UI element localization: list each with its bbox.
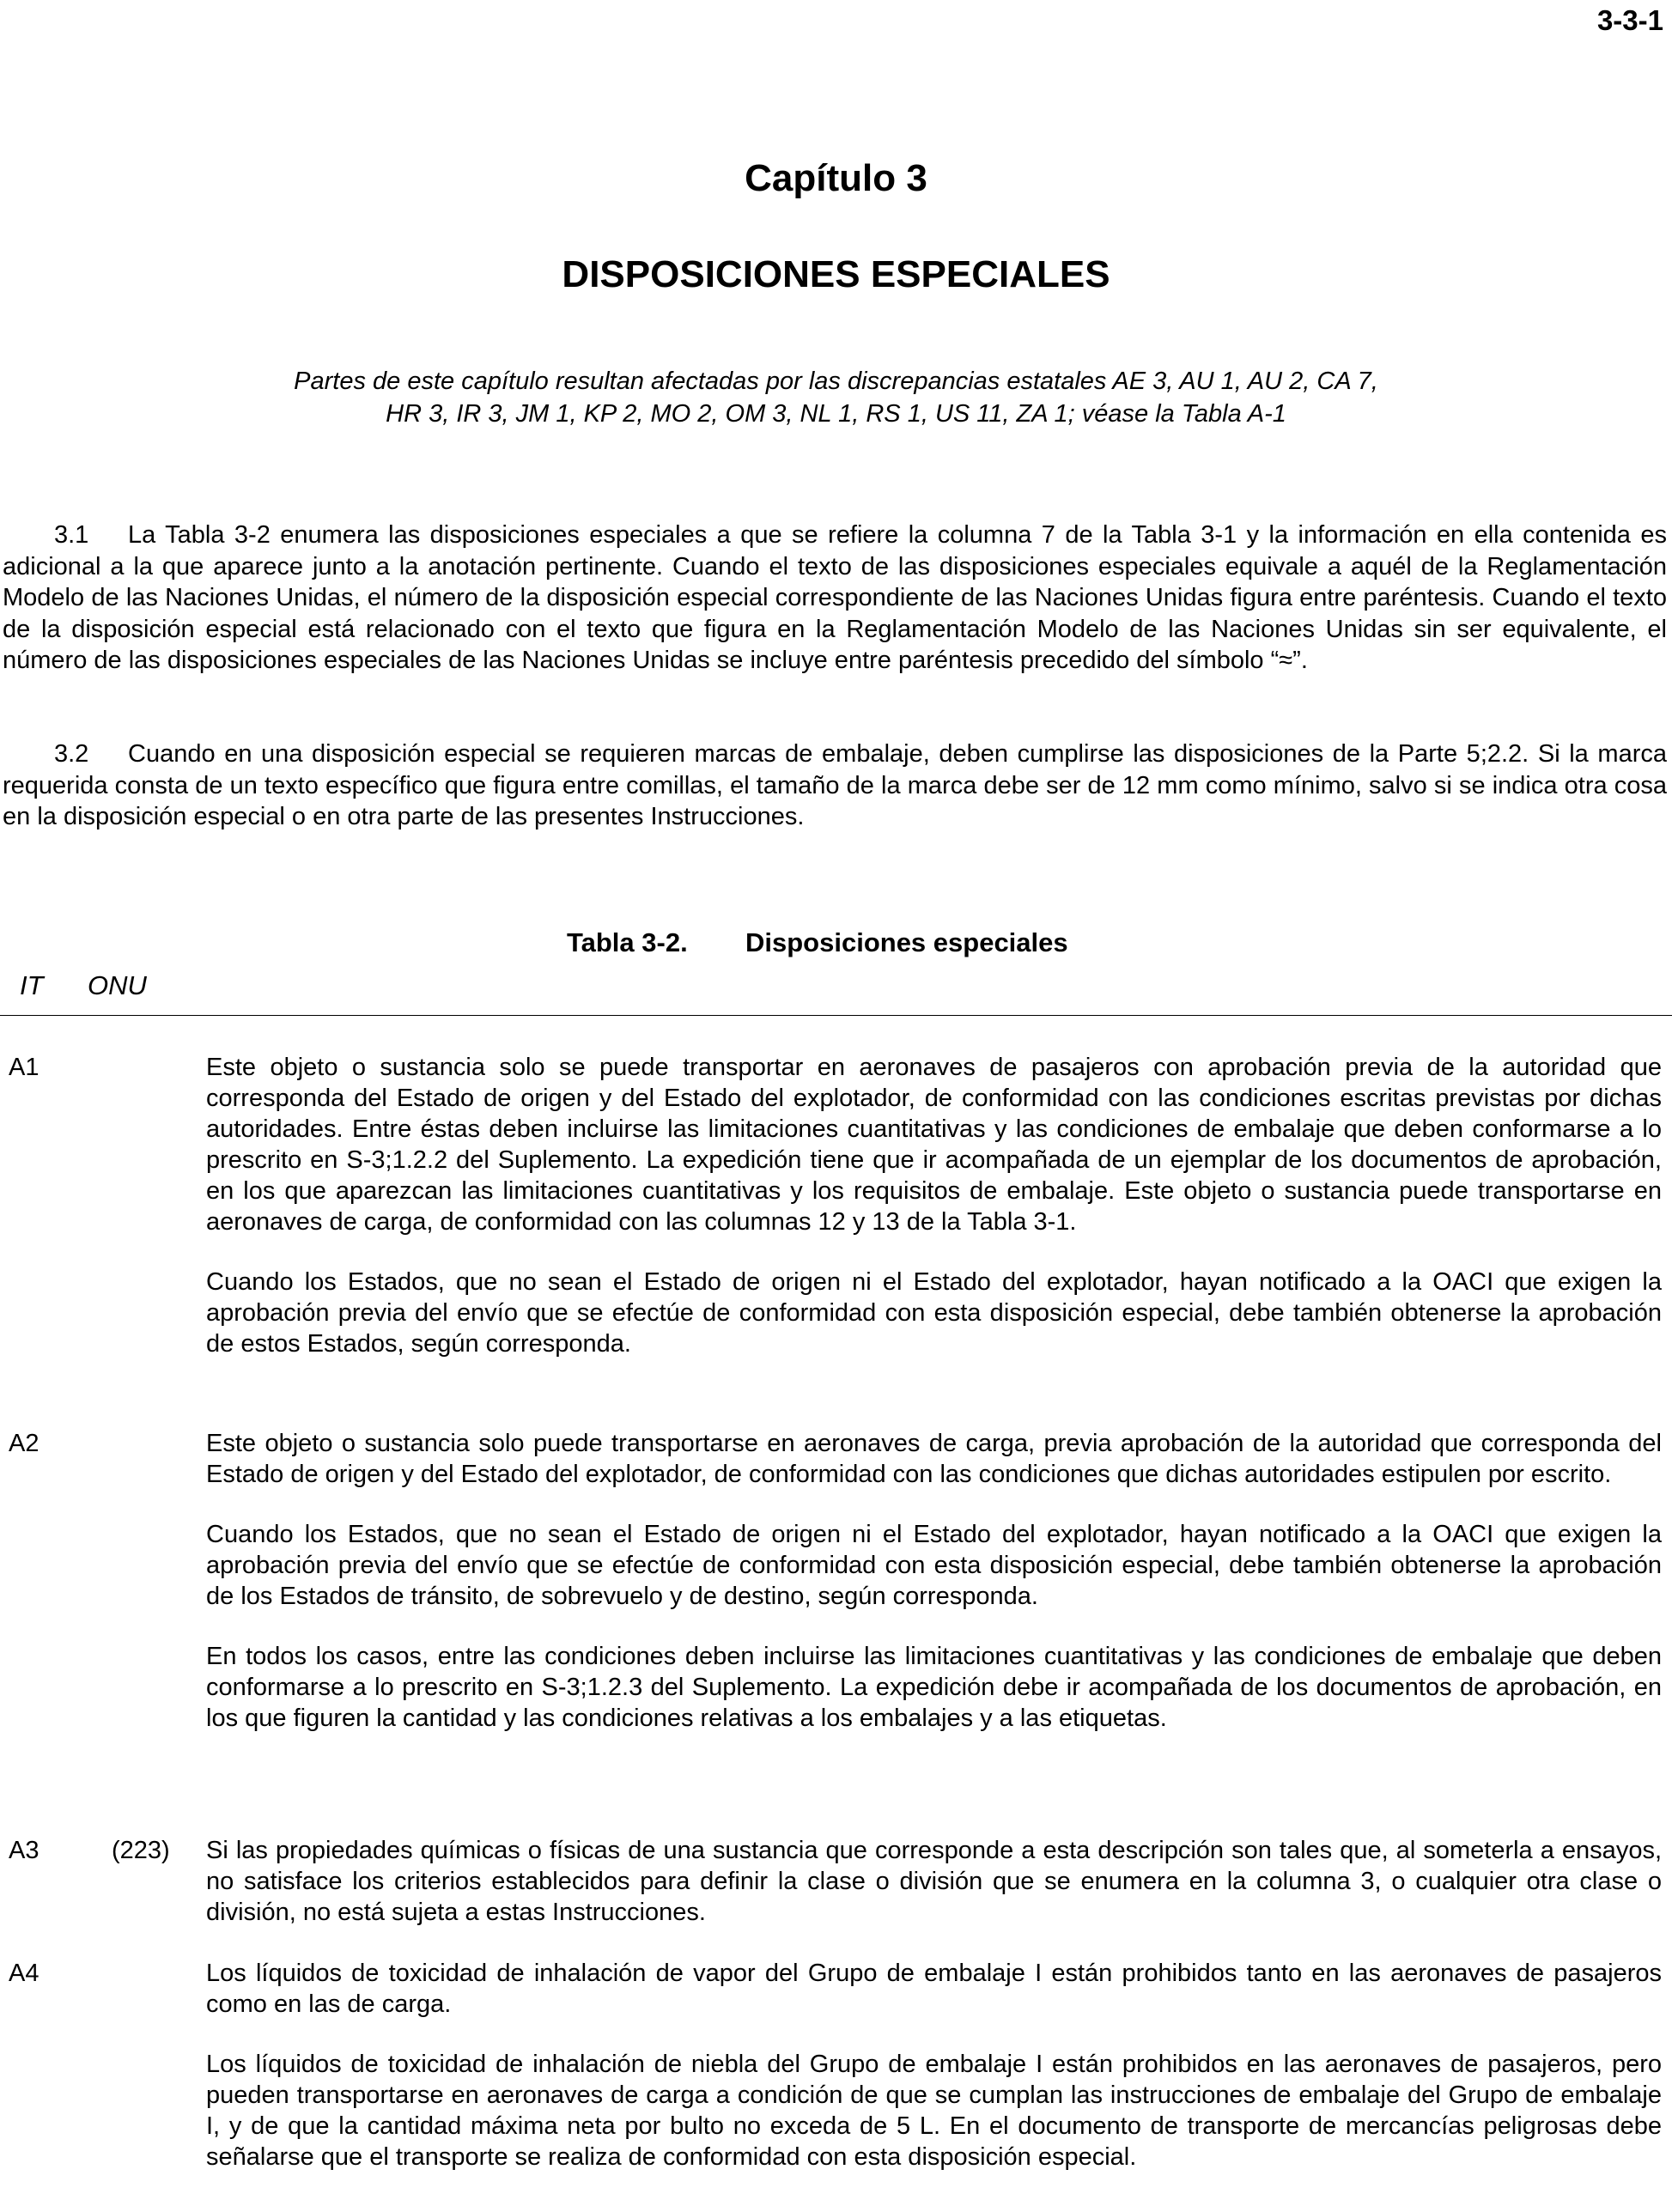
provision-paragraph: Este objeto o sustancia solo puede transportarse en aeronaves de carga, previa aprobación de la autoridad que corresponda del Estado de origen y del Estado del explotador, de conformidad con las condiciones que dichas autoridades estipulen por escrito. xyxy=(206,1430,1662,1488)
provision-paragraph: Si las propiedades químicas o físicas de una sustancia que corresponde a esta descripción son tales que, al someterla a ensayos, no satisface los criterios establecidos para definir la clase o división que se enumera en la columna 3, o cualquier otra clase o división, no está sujeta a estas Instrucciones. xyxy=(206,1837,1662,1926)
provision-paragraph: Cuando los Estados, que no sean el Estado de origen ni el Estado del explotador, hayan notificado a la OACI que exigen la aprobación previa del envío que se efectúe de conformidad con esta disposición especial, debe también obtenerse la aprobación de estos Estados, según corresponda. xyxy=(206,1268,1662,1358)
paragraph-3-2 xyxy=(3,738,1667,833)
provision-code: A3 xyxy=(9,1837,40,1864)
provision-paragraph: Cuando los Estados, que no sean el Estado de origen ni el Estado del explotador, hayan notificado a la OACI que exigen la aprobación previa del envío que se efectúe de conformidad con esta disposición especial, debe también obtenerse la aprobación de los Estados de tránsito, de sobrevuelo y de destino, según corresponda. xyxy=(206,1521,1662,1610)
provision-code: A4 xyxy=(9,1960,40,1987)
provision-paragraph: En todos los casos, entre las condiciones deben incluirse las limitaciones cuantitativas y las condiciones de embalaje que deben conformarse a lo prescrito en S-3;1.2.3 del Suplemento. La expedición debe ir acompañada de los documentos de aprobación, en los que figuren la cantidad y las condiciones relativas a los embalajes y a las etiquetas. xyxy=(206,1643,1662,1732)
table-header-rule xyxy=(0,1015,1672,1016)
provision-code: A2 xyxy=(9,1430,40,1457)
column-header-onu: ONU xyxy=(88,970,147,1000)
provision-text xyxy=(206,1428,1662,1763)
table-caption-title: Disposiciones especiales xyxy=(745,927,1068,957)
paragraph-3-1 xyxy=(3,520,1667,677)
table-caption xyxy=(567,927,1068,958)
paragraph-text: La Tabla 3-2 enumera las disposiciones especiales a que se refiere la columna 7 de la Tabla 3-1 y la información en ella contenida es adicional a la que aparece junto a la anotación pertinente. Cuando el texto de las disposiciones especiales equivale a aquél de la Reglamentación Modelo de las Naciones Unidas, el número de la disposición especial correspondiente de las Naciones Unidas figura entre paréntesis. Cuando el texto de la disposición especial está relacionado con el texto que figura en la Reglamentación Modelo de las Naciones Unidas sin ser equivalente, el número de las disposiciones especiales de las Naciones Unidas se incluye entre paréntesis precedido del símbolo “≈”. xyxy=(3,521,1667,674)
paragraph-text: Cuando en una disposición especial se requieren marcas de embalaje, deben cumplirse las disposiciones de la Parte 5;2.2. Si la marca requerida consta de un texto específico que figura entre comillas, el tamaño de la marca debe ser de 12 mm como mínimo, salvo si se indica otra cosa en la disposición especial o en otra parte de las presentes Instrucciones. xyxy=(3,740,1667,830)
discrepancy-line-2: HR 3, IR 3, JM 1, KP 2, MO 2, OM 3, NL 1, RS 1, US 11, ZA 1; véase la Tabla A-1 xyxy=(386,400,1286,428)
onu-reference: (223) xyxy=(112,1837,170,1864)
provision-text xyxy=(206,1835,1662,1957)
discrepancy-note xyxy=(86,365,1586,430)
page-number: 3-3-1 xyxy=(1596,4,1663,36)
discrepancy-line-1: Partes de este capítulo resultan afectadas por las discrepancias estatales AE 3, AU 1, AU 2, CA 7, xyxy=(294,368,1378,395)
table-caption-number: Tabla 3-2. xyxy=(567,927,688,957)
provision-paragraph: Los líquidos de toxicidad de inhalación de vapor del Grupo de embalaje I están prohibidos tanto en las aeronaves de pasajeros como en las de carga. xyxy=(206,1960,1662,2018)
section-title: DISPOSICIONES ESPECIALES xyxy=(562,253,1110,295)
column-header-it: IT xyxy=(20,970,44,1000)
provision-paragraph: Los líquidos de toxicidad de inhalación de niebla del Grupo de embalaje I están prohibidos en las aeronaves de pasajeros, pero pueden transportarse en aeronaves de carga a condición de que se cumplan las instrucciones de embalaje del Grupo de embalaje I, y de que la cantidad máxima neta por bulto no exceda de 5 L. En el documento de transporte de mercancías peligrosas debe señalarse que el transporte se realiza de conformidad con esta disposición especial. xyxy=(206,2051,1662,2171)
chapter-title: Capítulo 3 xyxy=(745,157,927,199)
provision-text xyxy=(206,1052,1662,1389)
provision-paragraph: Este objeto o sustancia solo se puede transportar en aeronaves de pasajeros con aprobación previa de la autoridad que corresponda del Estado de origen y del Estado del explotador, de conformidad con las condiciones escritas previstas por dichas autoridades. Entre éstas deben incluirse las limitaciones cuantitativas y las condiciones de embalaje que deben conformarse a lo prescrito en S-3;1.2.2 del Suplemento. La expedición tiene que ir acompañada de un ejemplar de los documentos de aprobación, en los que aparezcan las limitaciones cuantitativas y los requisitos de embalaje. Este objeto o sustancia puede transportarse en aeronaves de carga, de conformidad con las columnas 12 y 13 de la Tabla 3-1. xyxy=(206,1054,1662,1236)
paragraph-number: 3.2 xyxy=(54,740,89,768)
provision-code: A1 xyxy=(9,1054,40,1081)
paragraph-number: 3.1 xyxy=(54,521,89,549)
provision-text xyxy=(206,1958,1662,2202)
